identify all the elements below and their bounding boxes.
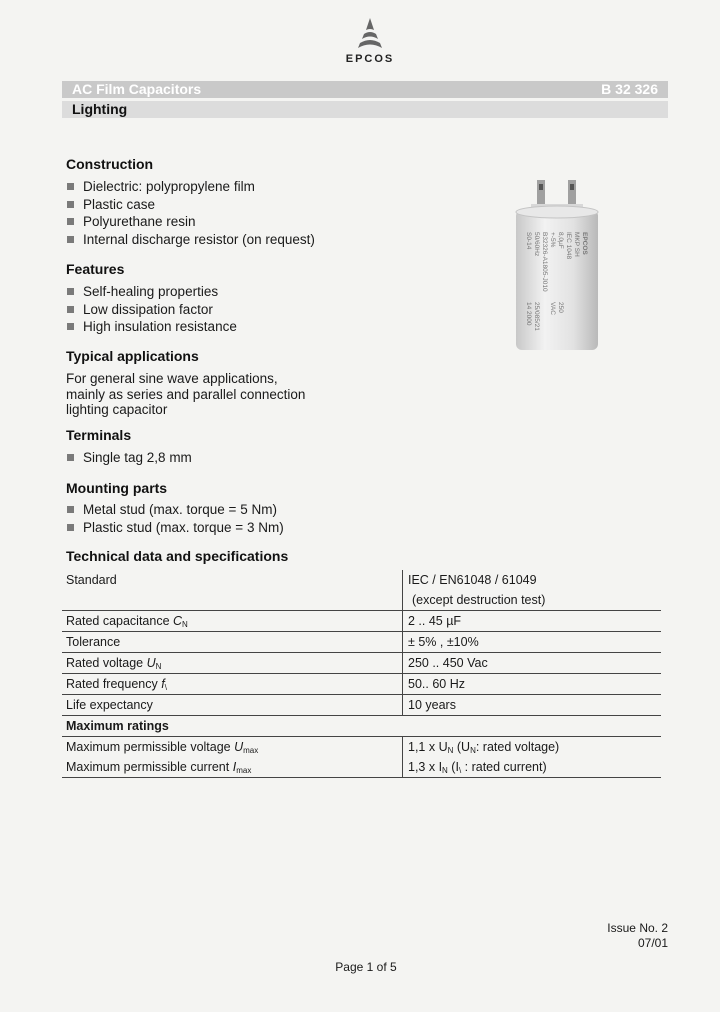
table-row: Tolerance ± 5% , ±10% xyxy=(62,632,661,653)
bullet-icon xyxy=(67,201,74,208)
applications-heading: Typical applications xyxy=(66,348,199,364)
svg-text:25/085/21: 25/085/21 xyxy=(533,302,540,331)
part-number: B 32 326 xyxy=(601,81,658,97)
list-item: Metal stud (max. torque = 5 Nm) xyxy=(66,501,284,519)
list-item: Self-healing properties xyxy=(66,283,237,301)
capacitor-brand: EPCOS xyxy=(581,232,588,255)
tech-heading: Technical data and specifications xyxy=(66,548,289,564)
svg-text:MKP SH: MKP SH xyxy=(573,232,580,257)
svg-text:50/60Hz: 50/60Hz xyxy=(533,232,540,257)
svg-text:B32326-A1805-J010: B32326-A1805-J010 xyxy=(541,232,548,292)
bullet-icon xyxy=(67,524,74,531)
bullet-icon xyxy=(67,506,74,513)
list-item: Single tag 2,8 mm xyxy=(66,449,192,467)
svg-text:250: 250 xyxy=(557,302,564,313)
document-subtitle: Lighting xyxy=(72,101,128,117)
bullet-icon xyxy=(67,218,74,225)
list-item: Plastic case xyxy=(66,196,315,214)
features-heading: Features xyxy=(66,261,125,277)
list-item: High insulation resistance xyxy=(66,318,237,336)
mounting-heading: Mounting parts xyxy=(66,480,168,496)
table-row: Rated voltage $U_N$ 250 .. 450 Vac xyxy=(62,653,661,674)
table-row: Rated capacitance $C_N$ 2 .. 45 µF xyxy=(62,611,661,632)
features-list xyxy=(66,283,237,336)
tech-table xyxy=(62,570,661,778)
issue-info xyxy=(607,921,668,950)
terminals-list xyxy=(66,449,192,467)
svg-text:S0-14: S0-14 xyxy=(525,232,532,250)
terminals-heading: Terminals xyxy=(66,427,132,443)
bullet-icon xyxy=(67,183,74,190)
mounting-list xyxy=(66,501,284,536)
svg-text:8,0µF: 8,0µF xyxy=(557,232,564,249)
list-item: Plastic stud (max. torque = 3 Nm) xyxy=(66,519,284,537)
bullet-icon xyxy=(67,454,74,461)
bullet-icon xyxy=(67,288,74,295)
issue-date: 07/01 xyxy=(637,935,668,950)
bullet-icon xyxy=(67,236,74,243)
table-row: Maximum permissible voltage $U_{max}$ 1,1 x $U_N$ ($U_N$: rated voltage) xyxy=(62,737,661,757)
svg-text:14 2000: 14 2000 xyxy=(525,302,532,326)
bullet-icon xyxy=(67,323,74,330)
svg-text:VAC: VAC xyxy=(549,302,556,315)
subtitle-bar xyxy=(62,101,668,118)
issue-number: Issue No. 2 xyxy=(607,921,668,935)
construction-list xyxy=(66,178,315,248)
list-item: Polyurethane resin xyxy=(66,213,315,231)
list-item: Dielectric: polypropylene film xyxy=(66,178,315,196)
document-title: AC Film Capacitors xyxy=(72,81,202,97)
table-row: Maximum permissible current $I_{max}$ 1,3 x $I_N$ ($I_\backslash$ : rated current) xyxy=(62,757,661,778)
list-item: Low dissipation factor xyxy=(66,301,237,319)
capacitor-image xyxy=(500,176,600,356)
table-row: Standard IEC / EN61048 / 61049 (except destruction test) xyxy=(62,570,661,611)
logo-text: EPCOS xyxy=(345,53,395,65)
applications-text: For general sine wave applications, mainly as series and parallel connection lighting capacitor xyxy=(66,371,306,417)
page-number: Page 1 of 5 xyxy=(335,960,397,974)
list-item: Internal discharge resistor (on request) xyxy=(66,231,315,249)
table-section-header: Maximum ratings xyxy=(62,716,661,737)
header-bar xyxy=(62,81,668,98)
svg-text:+-5%: +-5% xyxy=(549,232,556,248)
bullet-icon xyxy=(67,306,74,313)
svg-text:IEC 1048: IEC 1048 xyxy=(565,232,572,260)
construction-heading: Construction xyxy=(66,156,154,172)
table-row: Life expectancy 10 years xyxy=(62,695,661,716)
table-row: Rated frequency $f_\backslash$ 50.. 60 Hz xyxy=(62,674,661,695)
